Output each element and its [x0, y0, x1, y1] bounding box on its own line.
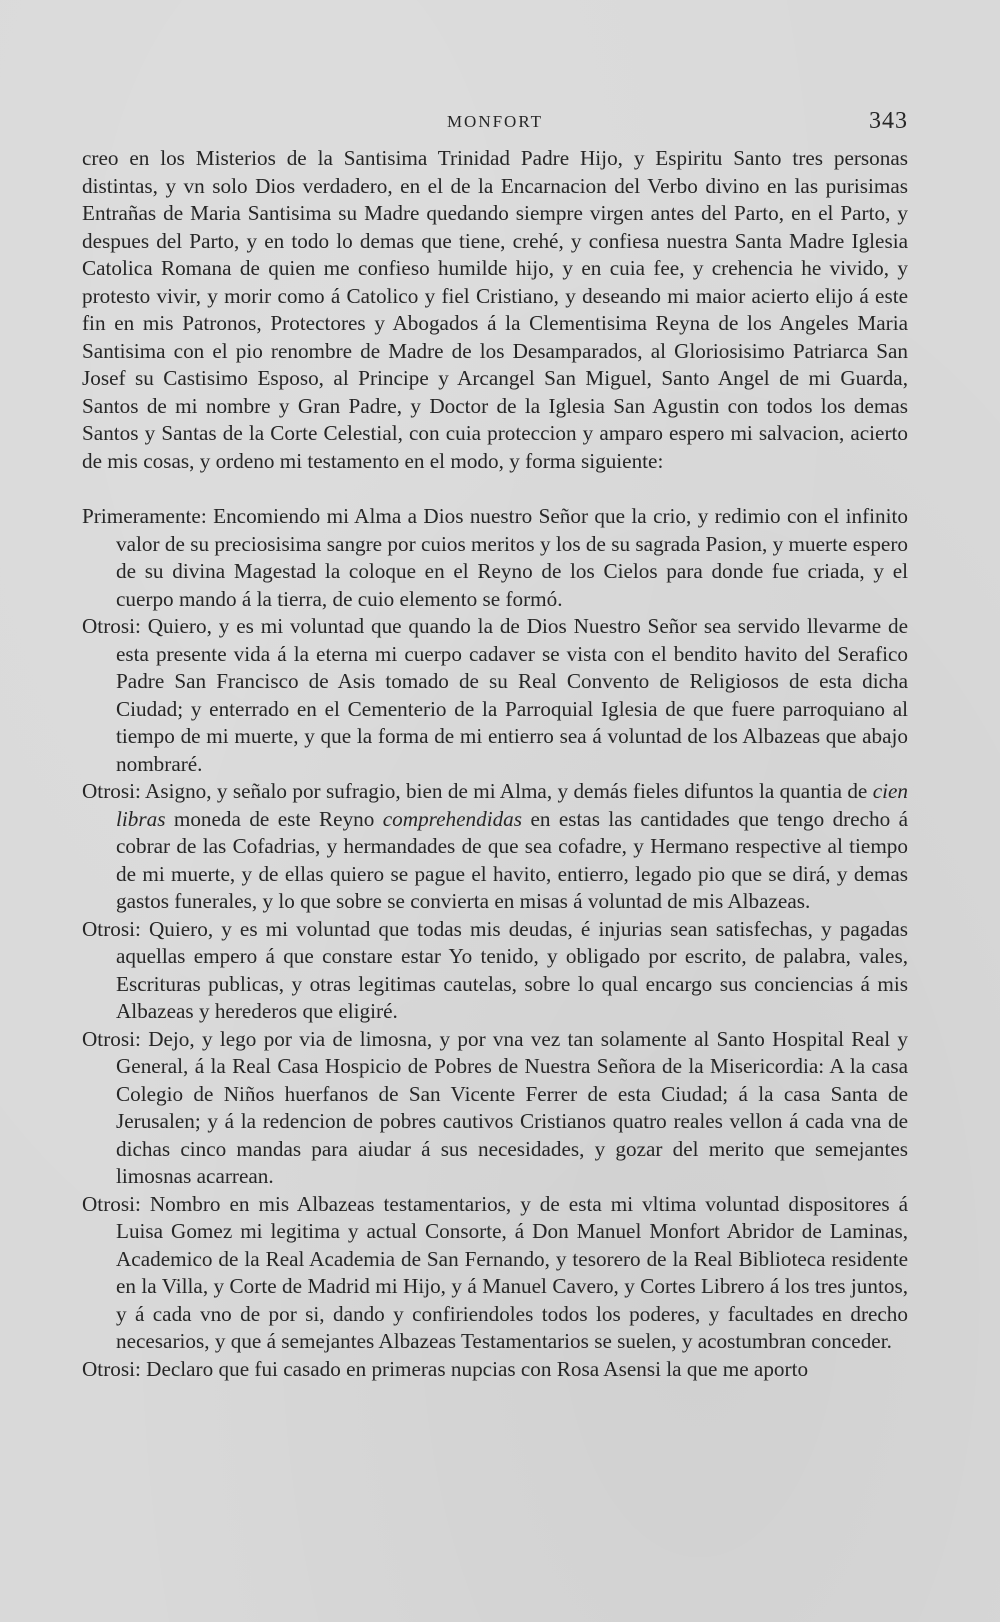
clause-text: Quiero, y es mi voluntad que todas mis deudas, é injurias sean satisfechas, y pagadas aquellas empero á que constare estar Yo tenido, y obligado por escrito, de palabra, vales, Escrituras publicas, y otras legitimas cautelas, sobre lo qual encargo sus conciencias á mis Albazeas y herederos que eligiré.: [116, 916, 908, 1023]
clause-text: moneda de este Reyno: [173, 806, 375, 831]
running-head: [82, 108, 908, 138]
clause-text: Dejo, y lego por via de limosna, y por vna vez tan solamente al Santo Hospital Real y General, á la Real Casa Hospicio de Pobres de Nuestra Señora de la Misericordia: A la casa Colegio de Niños huerfanos de San Vicente Ferrer de esta Ciudad; á la casa Santa de Jerusalen; y á la redencion de pobres cautivos Cristianos quatro reales vellon á cada vna de dichas cinco mandas para aiudar á sus necesidades, y gozar del merito que semejantes limosnas acarrean.: [116, 1026, 909, 1188]
clause-label: Otrosi:: [82, 916, 141, 941]
clause-label: Otrosi:: [82, 779, 141, 803]
clause-suffrage: [82, 778, 908, 916]
intro-paragraph: creo en los Misterios de la Santisima Trinidad Padre Hijo, y Espiritu Santo tres personas distintas, y vn solo Dios verdadero, en el de la Encarnacion del Verbo divino en las purisimas Entrañas de Maria Santisima su Madre quedando siempre virgen antes del Parto, en el Parto, y despues del Parto, y en todo lo demas que tiene, crehé, y confiesa nuestra Santa Madre Iglesia Catolica Romana de quien me confieso humilde hijo, y en cuia fee, y crehencia he vivido, y protesto vivir, y morir como á Catolico y fiel Cristiano, y deseando mi maior acierto elijo á este fin en mis Patronos, Protectores y Abogados á la Clementisima Reyna de los Angeles Maria Santisima con el pio renombre de Madre de los Desamparados, al Gloriosisimo Patriarca San Josef su Castisimo Esposo, al Principe y Arcangel San Miguel, Santo Angel de mi Guarda, Santos de mi nombre y Gran Padre, y Doctor de la Iglesia San Agustin con todos los demas Santos y Santas de la Corte Celestial, con cuia proteccion y amparo espero mi salvacion, acierto de mis cosas, y ordeno mi testamento en el modo, y forma siguiente:: [82, 146, 908, 473]
clause-label: Otrosi:: [82, 1356, 141, 1381]
clause-text: Quiero, y es mi voluntad que quando la de Dios Nuestro Señor sea servido llevarme de esta presente vida á la eterna mi cuerpo cadaver se vista con el bendito havito del Serafico Padre San Francisco de Asis tomado de su Real Convento de Religiosos de esta dicha Ciudad; y enterrado en el Cementerio de la Parroquial Iglesia de que fuere parroquiano al tiempo de mi muerte, y que la forma de mi entierro sea á voluntad de los Albazeas que abajo nombraré.: [116, 614, 909, 776]
clause-burial: [82, 613, 908, 778]
clause-text: Nombro en mis Albazeas testamentarios, y de esta mi vltima voluntad dispositores á Luisa Gomez mi legitima y actual Consorte, á Don Manuel Monfort Abridor de Laminas, Academico de la Real Academia de San Fernando, y tesorero de la Real Biblioteca residente en la Villa, y Corte de Madrid mi Hijo, y á Manuel Cavero, y Cortes Librero á los tres juntos, y á cada vno de por si, dando y confiriendoles todos los poderes, y facultades en drecho necesarios, y que á semejantes Albazeas Testamentarios se suelen, y acostumbran conceder.: [116, 1191, 908, 1353]
page-number: 343: [869, 108, 908, 134]
clause-label: Otrosi:: [82, 1026, 141, 1051]
clause-marriage: [82, 1356, 908, 1384]
body-text: [82, 145, 908, 1383]
clause-italic-term: comprehendidas: [382, 806, 523, 831]
clause-primeramente: [82, 503, 908, 613]
clause-alms: [82, 1026, 908, 1191]
clause-text: en estas las cantidades que tengo drecho á cobrar de las Cofadrias, y hermandades de que sea cofadre, y Hermano respective al tiempo de mi muerte, y de ellas quiero se pague el havito, entierro, legado pio que se dirá, y demas gastos funerales, y lo que sobre se convierta en misas á voluntad de mis Albazeas.: [116, 806, 909, 913]
clause-italic-amount: cien libras: [116, 779, 908, 831]
clause-label: Otrosi:: [82, 1191, 141, 1216]
clause-label: Otrosi:: [82, 614, 141, 638]
clause-text: Declaro que fui casado en primeras nupcias con Rosa Asensi la que me aporto: [146, 1356, 809, 1381]
clause-executors: [82, 1191, 908, 1356]
clause-debts: [82, 916, 908, 1026]
running-title: MONFORT: [446, 112, 544, 131]
clause-text: Encomiendo mi Alma a Dios nuestro Señor que la crio, y redimio con el infinito valor de su preciosisima sangre por cuios meritos y los de su sagrada Pasion, y muerte espero de su divina Magestad la coloque en el Reyno de los Cielos para donde fue criada, y el cuerpo mando á la tierra, de cuio elemento se formó.: [116, 504, 909, 611]
clause-label: Primeramente:: [82, 504, 207, 528]
clause-text: Asigno, y señalo por sufragio, bien de mi Alma, y demás fieles difuntos la quantia de: [145, 779, 868, 803]
